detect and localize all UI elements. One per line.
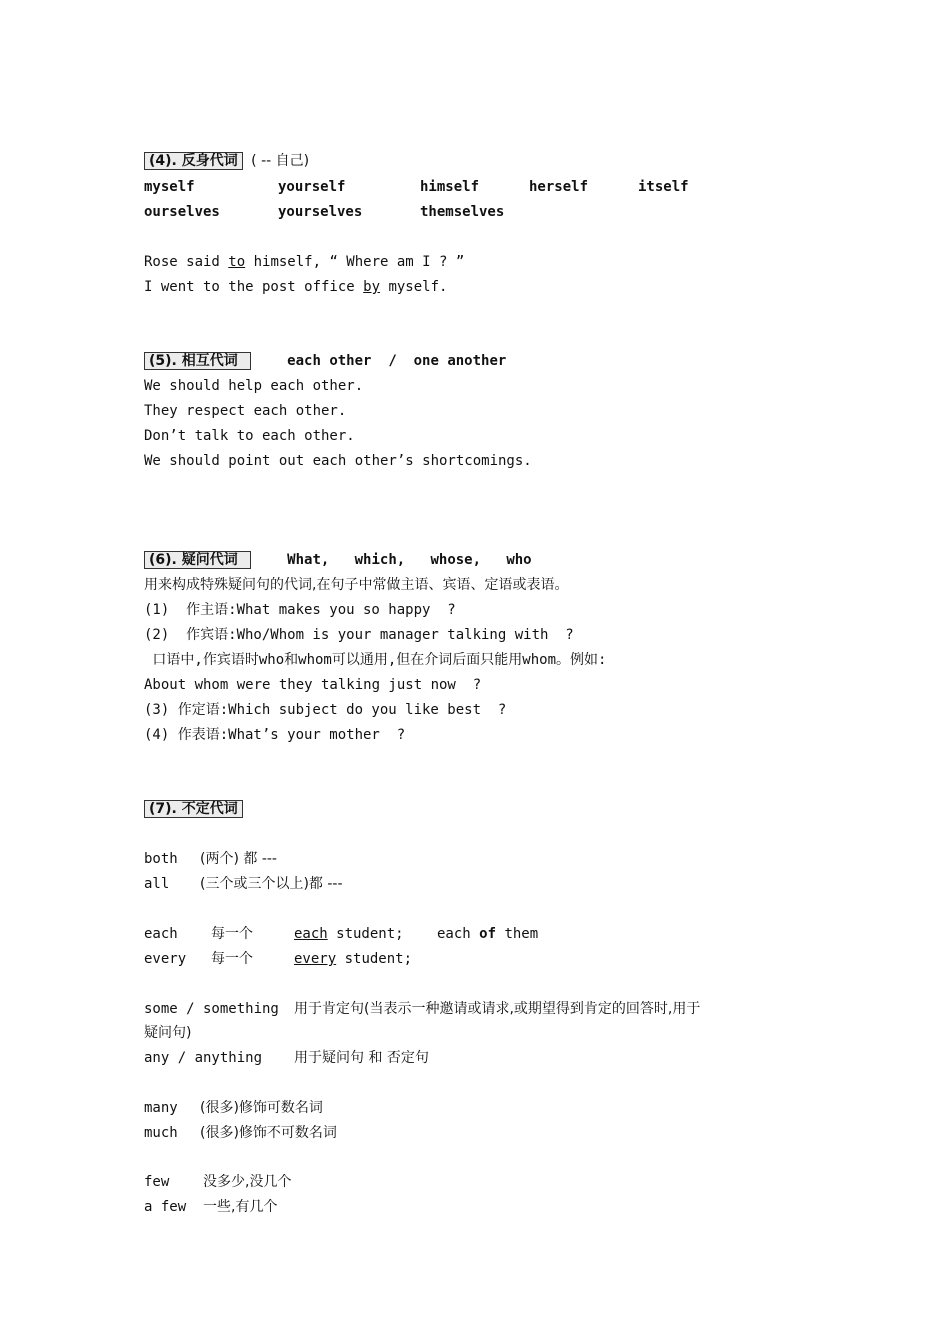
- text: Rose said: [144, 254, 229, 270]
- section-6-words: What, which, whose, who: [287, 552, 532, 568]
- pronoun-row-each: [0, 923, 950, 945]
- section-5-words: each other / one another: [287, 353, 507, 369]
- pronoun: much: [144, 1125, 178, 1141]
- pronoun-row-many: [0, 1097, 950, 1119]
- example-line: We should help each other.: [144, 378, 364, 394]
- example-line: [144, 276, 447, 298]
- pronoun-row-every: [0, 948, 950, 970]
- example-line: (4) 作表语:What’s your mother ?: [144, 727, 406, 743]
- pronoun-row-much: [0, 1122, 950, 1144]
- section-5-heading-line: [144, 350, 506, 372]
- meaning: 用于肯定句(当表示一种邀请或请求,或期望得到肯定的回答时,用于: [294, 1001, 701, 1017]
- pronoun: many: [144, 1100, 178, 1116]
- example-line: About whom were they talking just now ?: [144, 677, 482, 693]
- word: myself: [144, 179, 195, 195]
- pronoun-row-few: [0, 1171, 950, 1193]
- pronoun-row-any: [0, 1047, 950, 1069]
- meaning: 用于疑问句 和 否定句: [294, 1050, 429, 1066]
- example-line: We should point out each other’s shortcomings.: [144, 453, 532, 469]
- section-7-heading-line: [144, 798, 243, 820]
- meaning: 每一个: [211, 926, 253, 942]
- description-line: 口语中,作宾语时who和whom可以通用,但在介词后面只能用whom。例如:: [144, 652, 607, 668]
- example-line: They respect each other.: [144, 403, 347, 419]
- section-4-heading-line: [144, 150, 309, 172]
- text: student;: [327, 926, 404, 942]
- example-line: (2) 作宾语:Who/Whom is your manager talking with ?: [144, 627, 574, 643]
- pronoun: each: [144, 926, 178, 942]
- pronoun-row-some: [0, 998, 950, 1020]
- text: student;: [336, 951, 413, 967]
- pronoun: every: [144, 951, 187, 967]
- pronoun: a few: [144, 1199, 187, 1215]
- reflexive-row-2: [0, 201, 950, 223]
- section-5-heading: (5). 相互代词: [144, 352, 251, 370]
- word: yourself: [278, 179, 346, 195]
- pronoun: any / anything: [144, 1050, 263, 1066]
- pronoun-row-all: [0, 873, 950, 895]
- pronoun: few: [144, 1174, 170, 1190]
- underlined-word: each: [294, 926, 328, 942]
- meaning: (很多)修饰可数名词: [200, 1100, 323, 1116]
- word: ourselves: [144, 204, 220, 220]
- meaning: (三个或三个以上)都 ---: [200, 876, 343, 892]
- pronoun: both: [144, 851, 178, 867]
- bold-word: of: [479, 926, 497, 942]
- section-7-heading: (7). 不定代词: [144, 800, 243, 818]
- section-6-heading: (6). 疑问代词: [144, 551, 251, 569]
- meaning: (很多)修饰不可数名词: [200, 1125, 337, 1141]
- description-line: 用来构成特殊疑问句的代词,在句子中常做主语、宾语、定语或表语。: [144, 577, 569, 593]
- word: itself: [638, 179, 689, 195]
- section-4-heading: (4). 反身代词: [144, 152, 243, 170]
- section-4-note: ( -- 自己): [251, 153, 310, 169]
- word: herself: [529, 179, 589, 195]
- word: himself: [420, 179, 480, 195]
- example-line: Don’t talk to each other.: [144, 428, 355, 444]
- text: myself.: [380, 279, 448, 295]
- meaning: (两个) 都 ---: [200, 851, 277, 867]
- text: them: [496, 926, 539, 942]
- pronoun: some / something: [144, 1001, 279, 1017]
- meaning: 没多少,没几个: [203, 1174, 292, 1190]
- text: I went to the post office: [144, 279, 364, 295]
- section-6-heading-line: [144, 549, 532, 571]
- pronoun-row-both: [0, 848, 950, 870]
- meaning-continued: 疑问句): [144, 1025, 192, 1041]
- example-line: [144, 251, 464, 273]
- underlined-word: to: [228, 254, 246, 270]
- underlined-word: by: [363, 279, 381, 295]
- example-line: (3) 作定语:Which subject do you like best ?: [144, 702, 507, 718]
- example-line: (1) 作主语:What makes you so happy ?: [144, 602, 456, 618]
- word: themselves: [420, 204, 505, 220]
- word: yourselves: [278, 204, 363, 220]
- pronoun-row-a-few: [0, 1196, 950, 1218]
- underlined-word: every: [294, 951, 337, 967]
- meaning: 每一个: [211, 951, 253, 967]
- reflexive-row-1: [0, 176, 950, 198]
- meaning: 一些,有几个: [203, 1199, 278, 1215]
- pronoun: all: [144, 876, 170, 892]
- text: himself, “ Where am I ? ”: [245, 254, 465, 270]
- text: each: [437, 926, 480, 942]
